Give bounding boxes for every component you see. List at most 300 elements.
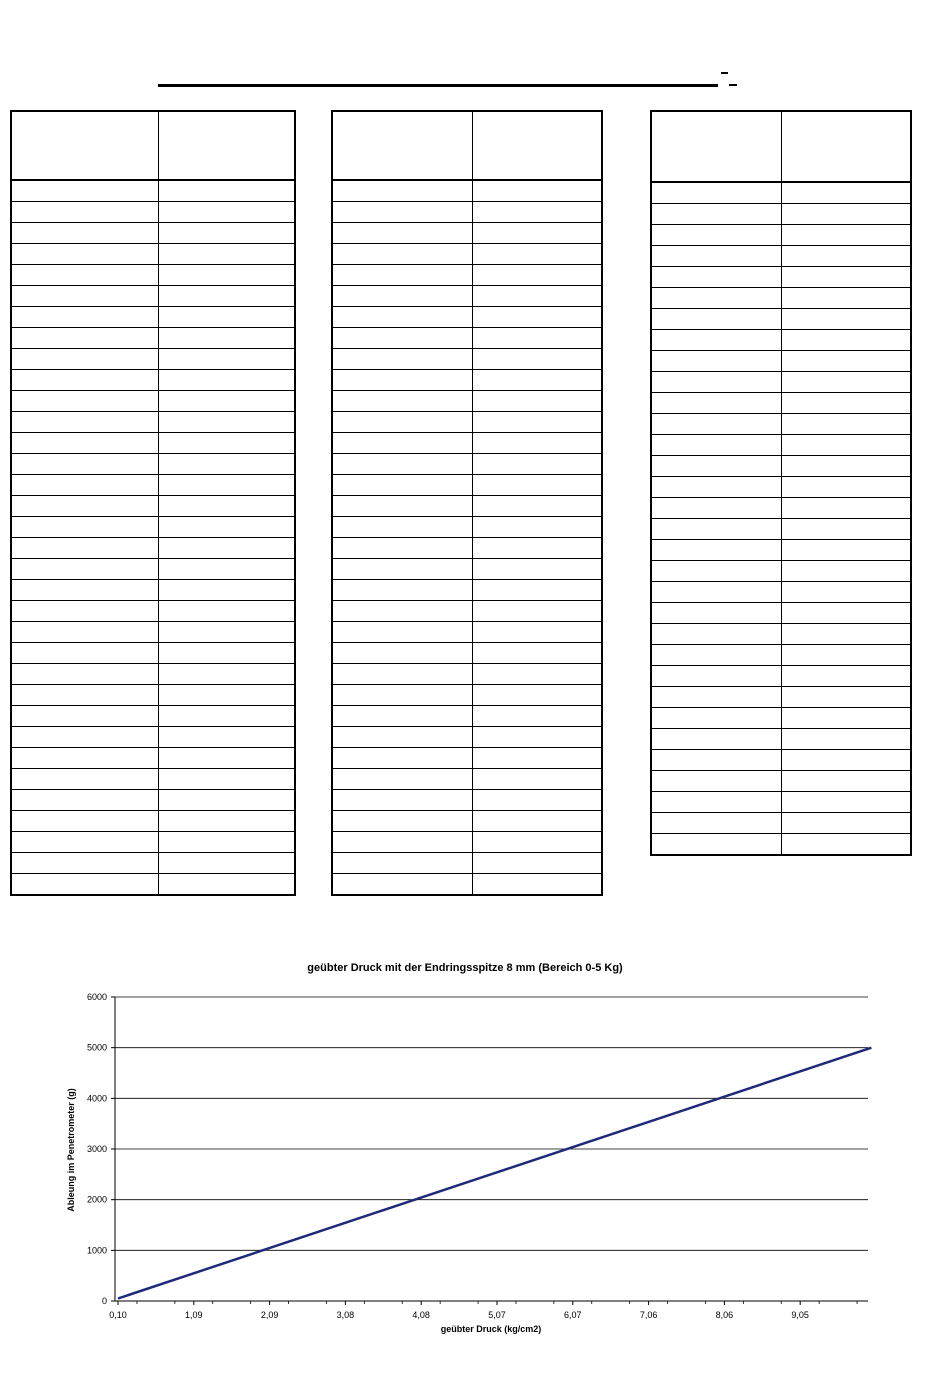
table-cell [159,853,295,874]
table-row [651,519,911,540]
table-cell [159,727,295,748]
table-cell [332,370,472,391]
y-tick-label: 2000 [86,1194,107,1205]
table-row [11,622,295,643]
table-cell [332,685,472,706]
table-cell [11,180,159,202]
table-cell [332,643,472,664]
table-cell [11,832,159,853]
table-cell [781,603,911,624]
series-line [118,1048,871,1299]
table-cell [332,811,472,832]
table-cell [651,435,781,456]
table-cell [159,244,295,265]
table-cell [472,349,602,370]
table-cell [781,582,911,603]
table-row [11,685,295,706]
table-row [332,202,602,223]
table-cell [781,750,911,771]
table-row [651,288,911,309]
chart-title: geübter Druck mit der Endringsspitze 8 mm (Bereich 0-5 Kg) [307,962,623,974]
table-row [11,475,295,496]
table-cell [472,643,602,664]
table-cell [472,328,602,349]
table-cell [781,435,911,456]
x-tick-label: 6,07 [564,1310,582,1320]
table-row [11,454,295,475]
table-cell [781,519,911,540]
table-row [332,748,602,769]
table-cell [11,328,159,349]
table-cell [472,433,602,454]
table-row [332,664,602,685]
table-row [651,624,911,645]
table-cell [472,685,602,706]
table-cell [332,559,472,580]
table-header-cell [781,111,911,182]
table-cell [651,309,781,330]
table-row [11,244,295,265]
table-row [651,750,911,771]
table-cell [159,685,295,706]
table-cell [159,874,295,896]
table-cell [11,265,159,286]
table-row [651,414,911,435]
table-header-cell [159,111,295,180]
table-cell [781,246,911,267]
table-cell [472,769,602,790]
table-cell [781,288,911,309]
table-cell [651,750,781,771]
table-row [651,603,911,624]
table-cell [781,708,911,729]
table-row [11,517,295,538]
table-row [332,538,602,559]
table-cell [11,664,159,685]
table-cell [332,475,472,496]
table-cell [11,538,159,559]
table-row [332,769,602,790]
table-cell [472,223,602,244]
table-row [11,559,295,580]
table-cell [651,582,781,603]
table-cell [472,811,602,832]
table-cell [159,391,295,412]
table-cell [651,414,781,435]
table-cell [651,708,781,729]
title-mark [729,84,737,86]
table-cell [651,519,781,540]
table-row [651,771,911,792]
table-cell [159,643,295,664]
table-cell [159,370,295,391]
table-cell [332,748,472,769]
y-tick-label: 6000 [86,992,107,1002]
table-row [651,729,911,750]
table-row [651,645,911,666]
table-cell [651,288,781,309]
table-cell [781,687,911,708]
table-cell [472,391,602,412]
title-underline [158,84,718,87]
table-cell [472,180,602,202]
table-cell [332,433,472,454]
table-row [332,685,602,706]
table-cell [781,267,911,288]
table-row [332,874,602,896]
table-cell [11,286,159,307]
table-cell [159,706,295,727]
table-row [332,307,602,328]
table-cell [651,182,781,204]
table-row [651,687,911,708]
table-header-row [11,111,295,180]
table-cell [332,202,472,223]
table-row [332,265,602,286]
table-row [11,349,295,370]
table-cell [472,454,602,475]
x-tick-label: 2,09 [260,1310,279,1320]
table-row [651,267,911,288]
table-cell [472,874,602,896]
table-cell [11,223,159,244]
table-cell [781,477,911,498]
table-cell [781,393,911,414]
x-tick-label: 8,06 [715,1310,734,1320]
x-tick-label: 3,08 [336,1310,355,1320]
table-cell [472,832,602,853]
table-cell [332,832,472,853]
table-row [332,244,602,265]
table-row [332,790,602,811]
y-axis-label: Ableung im Penetrometer (g) [66,1088,76,1212]
table-cell [781,330,911,351]
table-row [651,204,911,225]
y-tick-label: 3000 [86,1144,107,1154]
table-row [11,307,295,328]
table-cell [472,307,602,328]
table-row [651,456,911,477]
table-cell [11,370,159,391]
table-row [332,727,602,748]
table-row [11,748,295,769]
table-row [332,832,602,853]
table-cell [781,813,911,834]
data-table-3 [650,110,912,856]
table-cell [781,351,911,372]
table-cell [159,790,295,811]
table-cell [332,769,472,790]
table-cell [332,265,472,286]
table-cell [11,769,159,790]
table-cell [332,727,472,748]
table-cell [159,832,295,853]
table-row [11,265,295,286]
table-row [332,391,602,412]
table-row [11,664,295,685]
table-row [651,351,911,372]
table-header-row [332,111,602,180]
table-cell [472,517,602,538]
table-cell [651,624,781,645]
table-row [332,349,602,370]
table-cell [651,477,781,498]
table-row [332,370,602,391]
table-header-cell [332,111,472,180]
table-cell [781,645,911,666]
table-cell [781,498,911,519]
table-cell [332,180,472,202]
table-row [11,433,295,454]
table-row [651,477,911,498]
table-cell [472,664,602,685]
table-header-cell [651,111,781,182]
table-row [332,223,602,244]
table-cell [159,769,295,790]
table-cell [651,666,781,687]
table-cell [159,349,295,370]
table-row [332,412,602,433]
table-row [651,225,911,246]
table-cell [472,727,602,748]
table-cell [11,433,159,454]
table-cell [11,748,159,769]
table-cell [332,454,472,475]
table-cell [781,561,911,582]
table-row [332,496,602,517]
table-row [11,769,295,790]
table-cell [11,727,159,748]
table-cell [651,498,781,519]
table-row [651,708,911,729]
table-cell [472,538,602,559]
table-cell [651,204,781,225]
table-cell [11,622,159,643]
table-row [11,727,295,748]
table-cell [651,372,781,393]
table-cell [472,706,602,727]
table-cell [781,771,911,792]
table-row [11,538,295,559]
table-cell [159,496,295,517]
table-cell [11,790,159,811]
table-row [11,370,295,391]
table-cell [651,645,781,666]
table-row [11,286,295,307]
table-cell [159,328,295,349]
table-cell [332,244,472,265]
x-tick-label: 5,07 [488,1310,506,1320]
table-row [332,706,602,727]
x-tick-label: 9,05 [791,1310,809,1320]
table-cell [472,412,602,433]
table-cell [651,225,781,246]
table-cell [11,811,159,832]
table-cell [781,624,911,645]
table-cell [159,454,295,475]
table-cell [159,748,295,769]
table-row [651,435,911,456]
table-cell [11,685,159,706]
table-row [651,666,911,687]
table-row [11,223,295,244]
table-cell [472,244,602,265]
table-cell [472,559,602,580]
table-cell [159,223,295,244]
table-cell [781,540,911,561]
table-cell [781,225,911,246]
table-cell [332,349,472,370]
x-tick-label: 1,09 [185,1310,203,1320]
title-mark [721,72,728,74]
table-cell [651,561,781,582]
table-row [11,328,295,349]
data-table-2 [331,110,603,896]
table-cell [11,496,159,517]
table-row [651,309,911,330]
table-cell [651,603,781,624]
table-row [11,811,295,832]
table-row [651,792,911,813]
table-cell [11,202,159,223]
table-cell [11,643,159,664]
table-row [332,286,602,307]
table-cell [651,393,781,414]
table-cell [11,601,159,622]
table-row [332,328,602,349]
table-cell [332,790,472,811]
table-cell [159,538,295,559]
table-row [651,498,911,519]
table-cell [651,456,781,477]
table-cell [472,601,602,622]
table-cell [332,517,472,538]
table-cell [332,874,472,896]
table-cell [781,729,911,750]
table-cell [159,202,295,223]
table-cell [781,372,911,393]
table-cell [11,391,159,412]
table-cell [651,267,781,288]
table-cell [159,433,295,454]
table-cell [332,622,472,643]
table-cell [651,351,781,372]
table-cell [159,517,295,538]
table-row [332,601,602,622]
table-cell [781,834,911,856]
table-row [11,180,295,202]
table-cell [332,853,472,874]
pressure-chart [0,950,950,1350]
table-cell [159,265,295,286]
table-cell [159,307,295,328]
x-tick-label: 7,06 [639,1310,658,1320]
table-cell [651,330,781,351]
table-cell [159,601,295,622]
table-row [332,559,602,580]
table-cell [159,559,295,580]
table-row [332,580,602,601]
table-row [11,643,295,664]
table-cell [472,580,602,601]
table-cell [472,265,602,286]
table-cell [11,454,159,475]
table-cell [651,540,781,561]
table-row [651,393,911,414]
table-cell [11,853,159,874]
table-header-row [651,111,911,182]
table-row [651,813,911,834]
table-cell [332,286,472,307]
table-cell [781,666,911,687]
table-cell [472,748,602,769]
table-row [11,706,295,727]
table-row [332,622,602,643]
table-row [651,561,911,582]
data-table-1 [10,110,296,896]
table-row [11,202,295,223]
table-row [11,853,295,874]
x-tick-label: 4,08 [412,1310,430,1320]
table-row [11,790,295,811]
table-row [11,832,295,853]
table-header-cell [11,111,159,180]
table-cell [159,412,295,433]
table-cell [159,664,295,685]
table-cell [651,246,781,267]
table-cell [472,202,602,223]
table-cell [332,328,472,349]
table-row [332,811,602,832]
table-cell [11,559,159,580]
y-tick-label: 4000 [86,1093,107,1104]
table-cell [332,706,472,727]
table-cell [11,706,159,727]
table-row [332,517,602,538]
table-cell [472,370,602,391]
table-cell [11,244,159,265]
table-header-cell [472,111,602,180]
x-tick-label: 0,10 [109,1310,127,1320]
table-cell [781,792,911,813]
table-cell [332,391,472,412]
table-row [332,454,602,475]
table-cell [332,223,472,244]
table-row [651,182,911,204]
table-row [332,475,602,496]
table-row [11,601,295,622]
table-row [11,580,295,601]
table-row [651,246,911,267]
table-row [332,180,602,202]
table-row [651,540,911,561]
table-row [11,874,295,896]
table-row [11,412,295,433]
table-cell [332,664,472,685]
table-cell [11,307,159,328]
table-cell [332,580,472,601]
table-row [11,496,295,517]
table-row [651,372,911,393]
table-cell [472,496,602,517]
table-row [651,582,911,603]
y-tick-label: 5000 [86,1042,107,1053]
table-cell [11,475,159,496]
table-cell [11,349,159,370]
table-cell [651,813,781,834]
table-cell [11,580,159,601]
table-cell [159,580,295,601]
